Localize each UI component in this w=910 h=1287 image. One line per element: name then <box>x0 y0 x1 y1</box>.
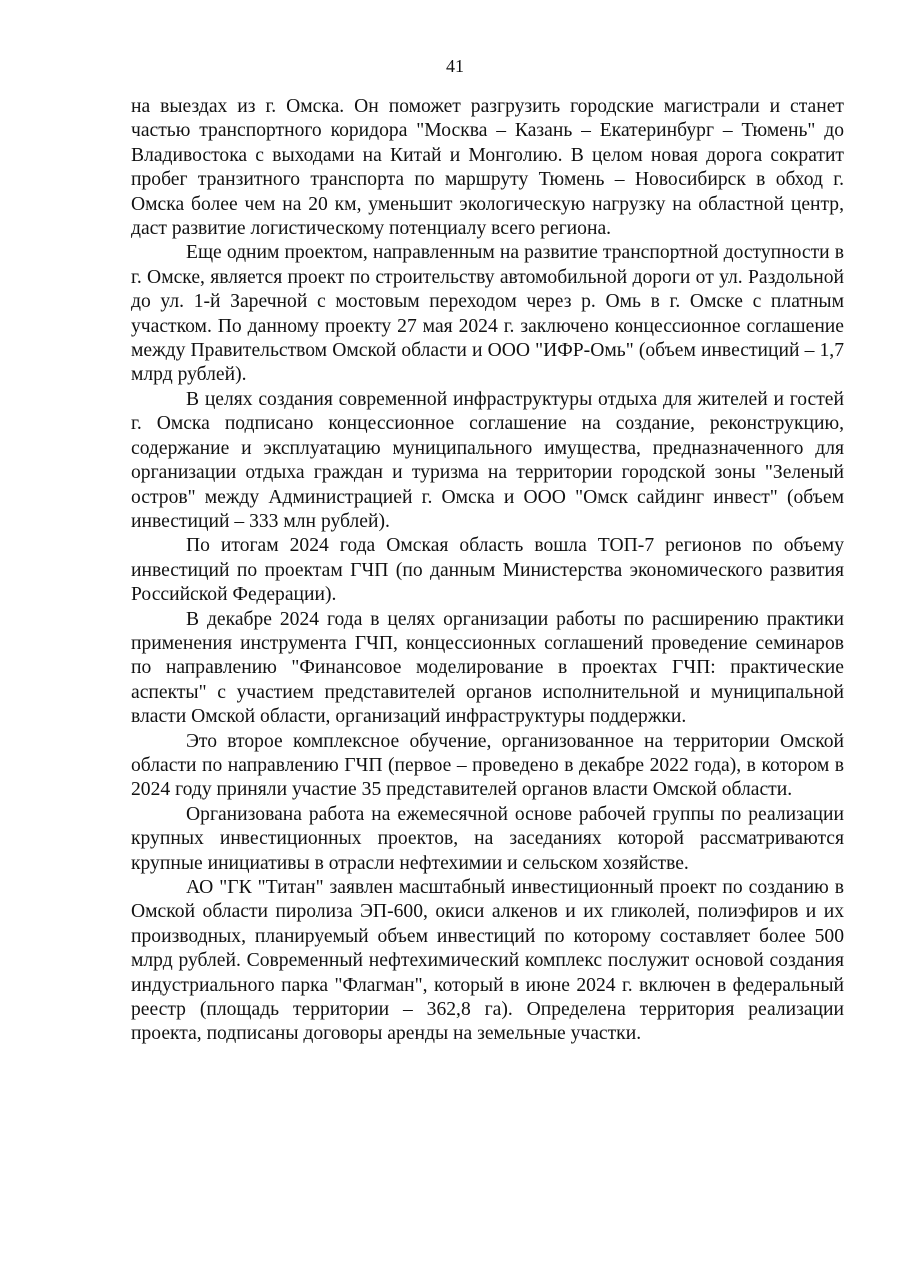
paragraph-4: По итогам 2024 года Омская область вошла ТОП-7 регионов по объему инвестиций по проектам ГЧП (по данным Министерства экономического развития Российской Федерации). <box>131 535 844 606</box>
paragraph-7: Организована работа на ежемесячной основе рабочей группы по реализации крупных инвестиционных проектов, на заседаниях которой рассматриваются крупные инициативы в отрасли нефтехимии и сельском хозяйстве. <box>131 803 844 874</box>
paragraph-6: Это второе комплексное обучение, организованное на территории Омской области по направлению ГЧП (первое – проведено в декабре 2022 года), в котором в 2024 году приняли участие 35 представителей органов власти Омской области. <box>131 730 844 801</box>
page-number: 41 <box>446 56 464 76</box>
paragraph-5: В декабре 2024 года в целях организации работы по расширению практики применения инструмента ГЧП, концессионных соглашений проведение семинаров по направлению "Финансовое моделирование в проектах ГЧП: практические аспекты" с участием представителей органов исполнительной и муниципальной власти Омской области, организаций инфраструктуры поддержки. <box>131 608 844 728</box>
body-text <box>131 95 844 1047</box>
paragraph-8: АО "ГК "Титан" заявлен масштабный инвестиционный проект по созданию в Омской области пиролиза ЭП-600, окиси алкенов и их гликолей, полиэфиров и их производных, планируемый объем инвестиций по которому составляет более 500 млрд рублей. Современный нефтехимический комплекс послужит основой создания индустриального парка "Флагман", который в июне 2024 г. включен в федеральный реестр (площадь территории – 362,8 га). Определена территория реализации проекта, подписаны договоры аренды на земельные участки. <box>131 877 844 1045</box>
paragraph-2: Еще одним проектом, направленным на развитие транспортной доступности в г. Омске, является проект по строительству автомобильной дороги от ул. Раздольной до ул. 1-й Заречной с мостовым переходом через р. Омь в г. Омске с платным участком. По данному проекту 27 мая 2024 г. заключено концессионное соглашение между Правительством Омской области и ООО "ИФР-Омь" (объем инвестиций – 1,7 млрд рублей). <box>131 242 844 386</box>
paragraph-1-continued: на выездах из г. Омска. Он поможет разгрузить городские магистрали и станет частью транспортного коридора "Москва – Казань – Екатеринбург – Тюмень" до Владивостока с выходами на Китай и Монголию. В целом новая дорога сократит пробег транзитного транспорта по маршруту Тюмень – Новосибирск в обход г. Омска более чем на 20 км, уменьшит экологическую нагрузку на областной центр, даст развитие логистическому потенциалу всего региона. <box>131 96 844 240</box>
paragraph-3: В целях создания современной инфраструктуры отдыха для жителей и гостей г. Омска подписано концессионное соглашение на создание, реконструкцию, содержание и эксплуатацию муниципального имущества, предназначенного для организации отдыха граждан и туризма на территории городской зоны "Зеленый остров" между Администрацией г. Омска и ООО "Омск сайдинг инвест" (объем инвестиций – 333 млн рублей). <box>131 388 844 532</box>
